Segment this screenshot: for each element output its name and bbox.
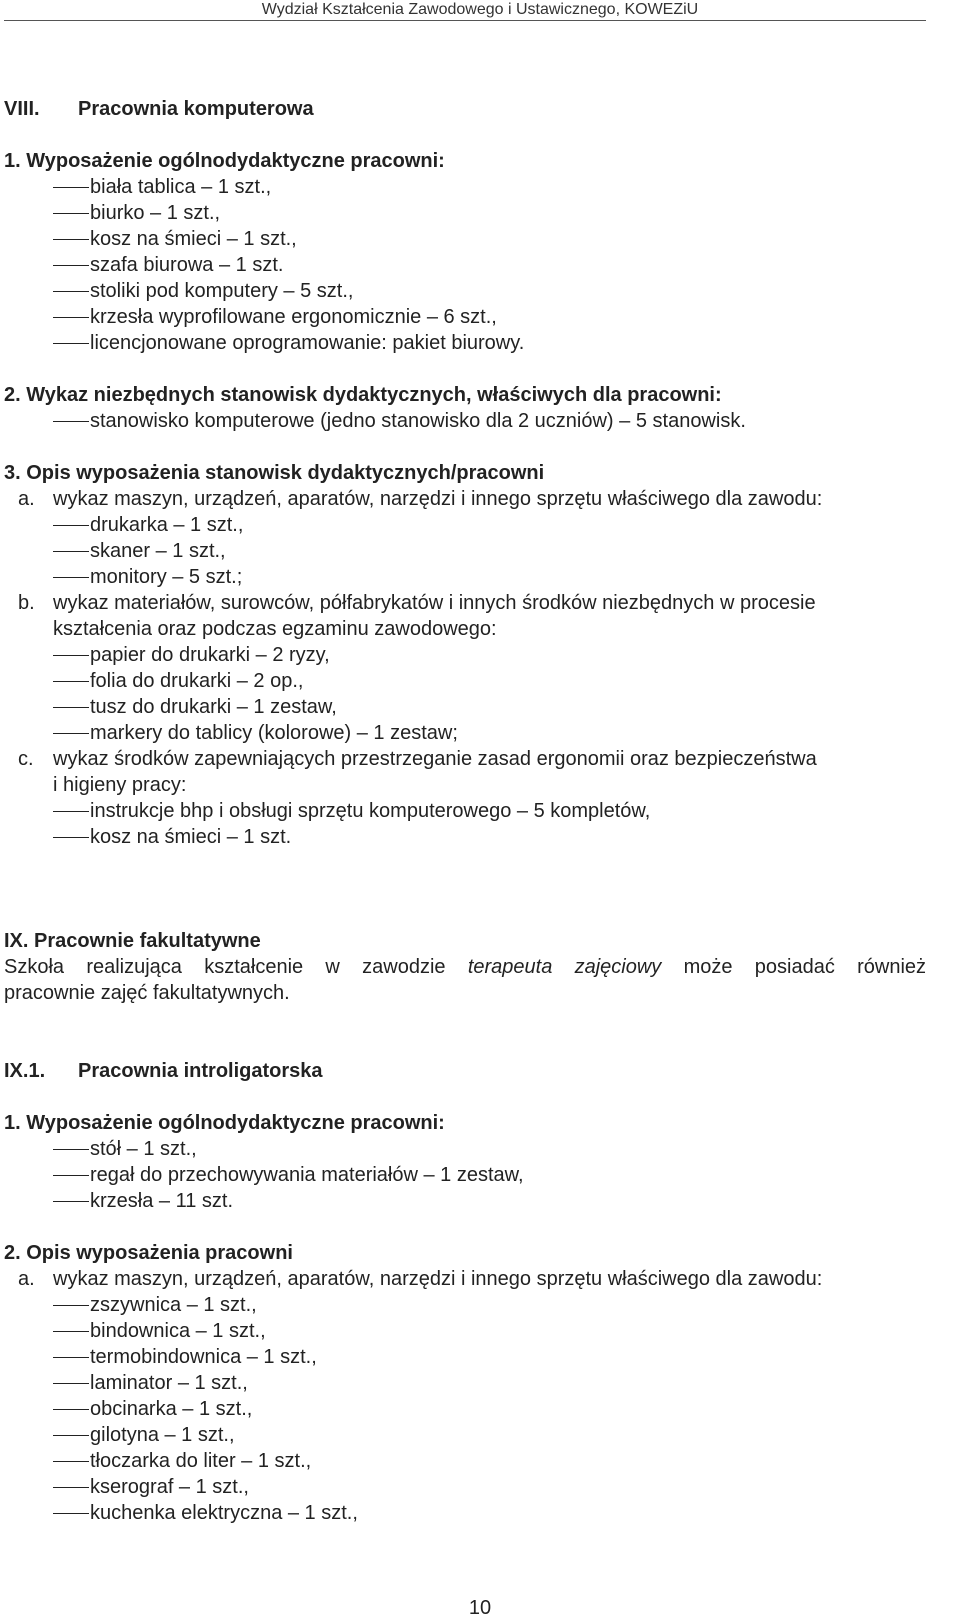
- dash-bullet: [53, 655, 89, 656]
- subsection-heading: 2. Opis wyposażenia pracowni: [4, 1242, 293, 1264]
- section-number: IX.: [4, 930, 29, 952]
- section-title: Pracownie fakultatywne: [34, 930, 261, 952]
- running-header: Wydział Kształcenia Zawodowego i Ustawicznego, KOWEZiU: [261, 1, 699, 18]
- subsection-heading: 2. Wykaz niezbędnych stanowisk dydaktycznych, właściwych dla pracowni:: [4, 384, 722, 406]
- dash-bullet: [53, 837, 89, 838]
- section-title: Pracownia introligatorska: [78, 1060, 323, 1082]
- list-item: kserograf – 1 szt.,: [90, 1476, 249, 1498]
- dash-bullet: [53, 1175, 89, 1176]
- dash-bullet: [53, 291, 89, 292]
- word: również: [857, 956, 927, 978]
- list-item: gilotyna – 1 szt.,: [90, 1424, 235, 1446]
- list-item: skaner – 1 szt.,: [90, 540, 226, 562]
- word: zawodzie: [362, 956, 446, 978]
- word: Szkoła: [4, 956, 65, 978]
- list-item: tusz do drukarki – 1 zestaw,: [90, 696, 337, 718]
- subsection-heading: 1. Wyposażenie ogólnodydaktyczne pracowni:: [4, 150, 445, 172]
- list-item: szafa biurowa – 1 szt.: [90, 254, 284, 276]
- dash-bullet: [53, 525, 89, 526]
- word: może: [683, 956, 733, 978]
- list-letter: c.: [18, 748, 34, 770]
- paragraph-line: [4, 955, 926, 979]
- dash-bullet: [53, 265, 89, 266]
- dash-bullet: [53, 1357, 89, 1358]
- dash-bullet: [53, 1149, 89, 1150]
- list-item: krzesła wyprofilowane ergonomicznie – 6 szt.,: [90, 306, 497, 328]
- list-letter: a.: [18, 488, 35, 510]
- dash-bullet: [53, 343, 89, 344]
- dash-bullet: [53, 1305, 89, 1306]
- list-intro: wykaz maszyn, urządzeń, aparatów, narzędzi i innego sprzętu właściwego dla zawodu:: [53, 488, 823, 510]
- dash-bullet: [53, 239, 89, 240]
- dash-bullet: [53, 1513, 89, 1514]
- list-item: drukarka – 1 szt.,: [90, 514, 244, 536]
- list-item: biurko – 1 szt.,: [90, 202, 221, 224]
- dash-bullet: [53, 577, 89, 578]
- dash-bullet: [53, 421, 89, 422]
- dash-bullet: [53, 811, 89, 812]
- header-divider: [4, 20, 926, 21]
- list-intro: wykaz maszyn, urządzeń, aparatów, narzędzi i innego sprzętu właściwego dla zawodu:: [53, 1268, 823, 1290]
- dash-bullet: [53, 707, 89, 708]
- dash-bullet: [53, 213, 89, 214]
- list-intro: wykaz materiałów, surowców, półfabrykatów i innych środków niezbędnych w procesie: [53, 592, 816, 614]
- dash-bullet: [53, 1331, 89, 1332]
- list-intro: wykaz środków zapewniających przestrzeganie zasad ergonomii oraz bezpieczeństwa: [53, 748, 817, 770]
- list-item: biała tablica – 1 szt.,: [90, 176, 272, 198]
- word: realizująca: [86, 956, 182, 978]
- dash-bullet: [53, 733, 89, 734]
- list-intro-continued: kształcenia oraz podczas egzaminu zawodowego:: [53, 618, 497, 640]
- list-item: folia do drukarki – 2 op.,: [90, 670, 304, 692]
- list-item: laminator – 1 szt.,: [90, 1372, 248, 1394]
- word: posiadać: [754, 956, 835, 978]
- list-item: stół – 1 szt.,: [90, 1138, 197, 1160]
- list-intro-continued: i higieny pracy:: [53, 774, 187, 796]
- dash-bullet: [53, 1487, 89, 1488]
- dash-bullet: [53, 1461, 89, 1462]
- list-item: tłoczarka do liter – 1 szt.,: [90, 1450, 312, 1472]
- list-item: regał do przechowywania materiałów – 1 zestaw,: [90, 1164, 524, 1186]
- list-item: licencjonowane oprogramowanie: pakiet biurowy.: [90, 332, 525, 354]
- section-number: VIII.: [4, 98, 40, 120]
- list-item: markery do tablicy (kolorowe) – 1 zestaw;: [90, 722, 458, 744]
- dash-bullet: [53, 551, 89, 552]
- list-item: kosz na śmieci – 1 szt.: [90, 826, 292, 848]
- list-item: bindownica – 1 szt.,: [90, 1320, 266, 1342]
- list-item: krzesła – 11 szt.: [90, 1190, 234, 1212]
- list-item: monitory – 5 szt.;: [90, 566, 243, 588]
- page-number: 10: [468, 1597, 492, 1619]
- list-item: termobindownica – 1 szt.,: [90, 1346, 317, 1368]
- dash-bullet: [53, 1409, 89, 1410]
- list-item: kosz na śmieci – 1 szt.,: [90, 228, 297, 250]
- dash-bullet: [53, 681, 89, 682]
- list-item: stanowisko komputerowe (jedno stanowisko dla 2 uczniów) – 5 stanowisk.: [90, 410, 746, 432]
- subsection-heading: 1. Wyposażenie ogólnodydaktyczne pracowni:: [4, 1112, 445, 1134]
- section-heading: [4, 929, 261, 953]
- section-number: IX.1.: [4, 1060, 46, 1082]
- word: w: [325, 956, 340, 978]
- dash-bullet: [53, 1201, 89, 1202]
- dash-bullet: [53, 187, 89, 188]
- list-item: obcinarka – 1 szt.,: [90, 1398, 253, 1420]
- list-letter: a.: [18, 1268, 35, 1290]
- list-item: instrukcje bhp i obsługi sprzętu komputerowego – 5 kompletów,: [90, 800, 651, 822]
- dash-bullet: [53, 317, 89, 318]
- list-item: stoliki pod komputery – 5 szt.,: [90, 280, 354, 302]
- word: kształcenie: [204, 956, 304, 978]
- subsection-heading: 3. Opis wyposażenia stanowisk dydaktycznych/pracowni: [4, 462, 545, 484]
- section-title: Pracownia komputerowa: [78, 98, 314, 120]
- dash-bullet: [53, 1383, 89, 1384]
- paragraph-line: pracownie zajęć fakultatywnych.: [4, 982, 290, 1004]
- list-item: kuchenka elektryczna – 1 szt.,: [90, 1502, 358, 1524]
- list-item: zszywnica – 1 szt.,: [90, 1294, 257, 1316]
- dash-bullet: [53, 1435, 89, 1436]
- list-item: papier do drukarki – 2 ryzy,: [90, 644, 330, 666]
- list-letter: b.: [18, 592, 35, 614]
- italic-term: terapeuta zajęciowy: [467, 956, 662, 978]
